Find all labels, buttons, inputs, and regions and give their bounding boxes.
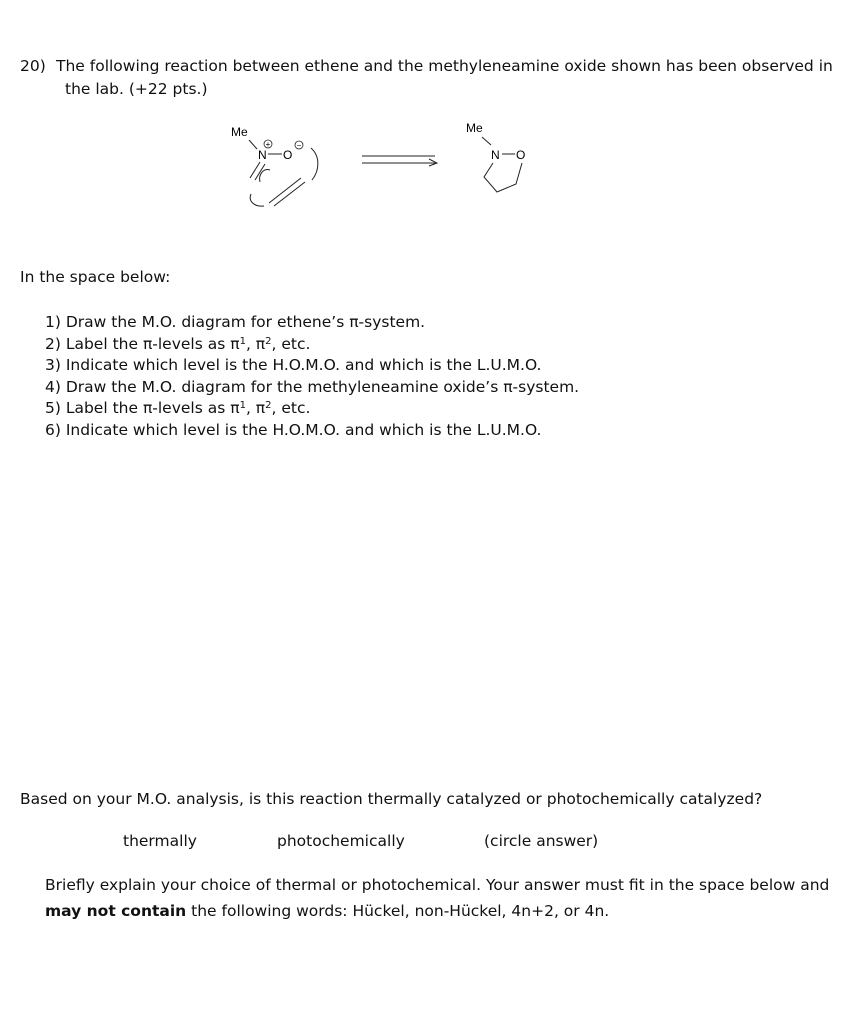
task-text: 2) Label the π-levels as π	[45, 334, 240, 353]
question-text-line1: The following reaction between ethene and the methyleneamine oxide shown has been observed in	[56, 57, 833, 75]
task-text: 4) Draw the M.O. diagram for the methyleneamine oxide’s π-system.	[45, 377, 580, 396]
option-thermally[interactable]: thermally	[123, 832, 197, 850]
task-text: , π	[245, 334, 266, 353]
electron-arrow-1	[260, 170, 270, 182]
followup-question: Based on your M.O. analysis, is this reaction thermally catalyzed or photochemically catalyzed?	[20, 790, 763, 808]
task-text: 1) Draw the M.O. diagram for ethene’s π-system.	[45, 313, 426, 331]
electron-arrow-3	[250, 194, 264, 206]
task-list	[45, 312, 579, 441]
reactant-nitrogen: N	[258, 148, 267, 162]
task-text: , etc.	[271, 399, 311, 417]
methyl-bond	[249, 140, 257, 149]
task-item	[45, 420, 579, 442]
electron-arrow-2	[311, 148, 318, 180]
option-photochemically[interactable]: photochemically	[277, 832, 405, 850]
superscript: 1	[239, 400, 246, 411]
task-text: 6) Indicate which level is the H.O.M.O. and which is the L.U.M.O.	[45, 420, 542, 439]
product-methyl-label: Me	[466, 121, 483, 135]
ethene-bond-b	[274, 182, 305, 206]
superscript: 1	[239, 335, 246, 347]
negative-charge: −	[296, 141, 302, 150]
task-item	[45, 377, 579, 399]
ethene-bond-a	[269, 178, 301, 203]
task-text: 3) Indicate which level is the H.O.M.O. and which is the L.U.M.O.	[45, 356, 542, 374]
reactant-methyl-label: Me	[231, 125, 248, 139]
task-item	[45, 398, 579, 420]
product-oxygen: O	[516, 148, 526, 162]
positive-charge: +	[265, 140, 271, 149]
c-n-double-bond-a	[250, 162, 260, 178]
question-text-line2: the lab. (+22 pts.)	[65, 80, 208, 98]
question-header	[20, 57, 833, 75]
instructions-intro: In the space below:	[20, 268, 171, 286]
explain-instruction-line1: Briefly explain your choice of thermal or photochemical. Your answer must fit in the space below and	[45, 876, 830, 894]
task-text: 5) Label the π-levels as π	[45, 399, 240, 417]
task-item	[45, 312, 579, 334]
explain-rest-text: the following words: Hückel, non-Hückel, 4n+2, or 4n.	[186, 902, 610, 920]
explain-bold-text: may not contain	[45, 902, 187, 920]
circle-answer-hint: (circle answer)	[484, 832, 599, 850]
superscript: 2	[265, 400, 272, 411]
superscript: 2	[265, 335, 272, 347]
task-text: , etc.	[271, 334, 311, 353]
task-text: , π	[245, 399, 266, 417]
product-ring	[484, 163, 522, 192]
reactant-oxygen: O	[283, 148, 293, 162]
task-item	[45, 355, 579, 377]
explain-instruction-line2	[45, 902, 609, 920]
reaction-scheme	[200, 108, 560, 223]
task-item	[45, 334, 579, 356]
question-number: 20)	[20, 57, 46, 75]
product-nitrogen: N	[491, 148, 500, 162]
product-methyl-bond	[482, 137, 491, 145]
